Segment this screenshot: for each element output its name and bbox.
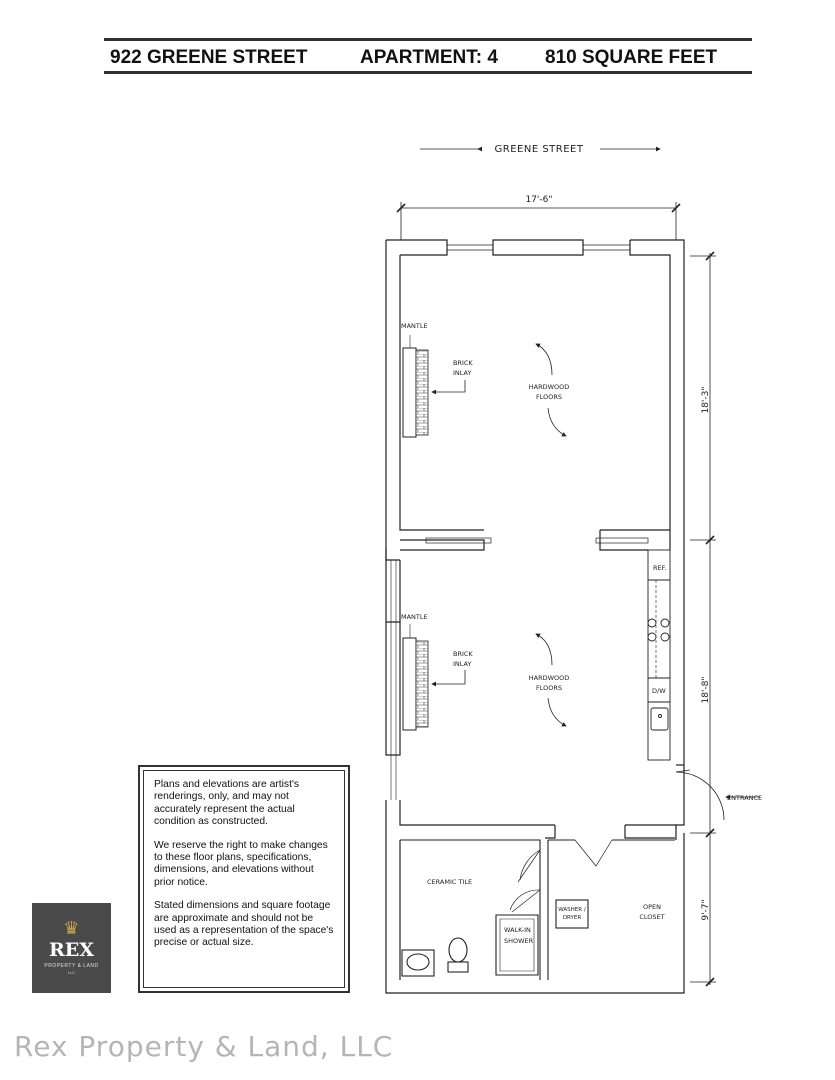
brick-label-lower-1: BRICK (453, 650, 473, 658)
closet-label-2: CLOSET (639, 913, 665, 921)
brick-label-upper-1: BRICK (453, 359, 473, 367)
area-text: 810 SQUARE FEET (545, 47, 718, 68)
dim-middle-text: 18'-8" (701, 676, 711, 704)
disclaimer-paragraph-2: We reserve the right to make changes to these floor plans, specifications, dimensions, and elevations without prior notice. (154, 839, 328, 888)
dw-label: D/W (652, 687, 666, 695)
shower-label-2: SHOWER (504, 937, 534, 945)
interior-doors (510, 840, 612, 912)
width-dim-text: 17'-6" (525, 195, 553, 205)
brick-label-upper-2: INLAY (453, 369, 472, 377)
hardwood-label-upper-2: FLOORS (535, 393, 563, 401)
disclaimer-paragraph-1: Plans and elevations are artist's renderings, only, and may not accurately represent the actual condition as constructed. (154, 779, 300, 828)
crown-icon: ♛ (63, 918, 80, 938)
fireplace-upper (403, 335, 428, 437)
ceramic-tile-label: CERAMIC TILE (427, 878, 473, 886)
address-text: 922 GREENE STREET (110, 47, 308, 68)
disclaimer-paragraph-3: Stated dimensions and square footage are approximate and should not be used as a representation of the space's precise or actual size. (154, 900, 334, 949)
apartment-text: APARTMENT: 4 (360, 47, 498, 68)
dim-upper-text: 18'-3" (701, 386, 711, 414)
shower-label-1: WALK-IN (504, 926, 531, 934)
hardwood-label-lower-1: HARDWOOD (528, 674, 570, 682)
logo-brand: REX (48, 939, 94, 961)
watermark: Rex Property & Land, LLC (14, 1030, 394, 1063)
right-dimensions (690, 252, 716, 986)
bath-closet-walls (400, 840, 675, 980)
company-logo (32, 903, 111, 993)
mantle-label-lower: MANTLE (401, 613, 428, 621)
brick-label-lower-2: INLAY (453, 660, 472, 668)
hardwood-label-upper-1: HARDWOOD (528, 383, 570, 391)
closet-label-1: OPEN (642, 903, 662, 911)
kitchen-counter (648, 550, 670, 760)
hardwood-label-lower-2: FLOORS (535, 684, 563, 692)
brick-arrows (432, 380, 465, 684)
width-dimension (397, 195, 680, 240)
logo-tagline: PROPERTY & LAND (44, 963, 99, 969)
dim-lower-text: 9'-7" (701, 899, 711, 921)
hardwood-arrows (536, 344, 566, 726)
washer-label-2: DRYER (562, 915, 582, 921)
logo-llc: LLC (67, 970, 76, 975)
entrance-label: ENTRANCE (727, 794, 763, 802)
disclaimer-box (138, 765, 350, 993)
washer-label-1: WASHER / (558, 907, 586, 913)
street-label (420, 144, 660, 155)
disclaimer-inner (143, 770, 345, 988)
mantle-label-upper: MANTLE (401, 322, 428, 330)
fireplace-lower (403, 624, 428, 730)
street-name: GREENE STREET (494, 144, 584, 155)
ref-label: REF. (653, 564, 667, 572)
